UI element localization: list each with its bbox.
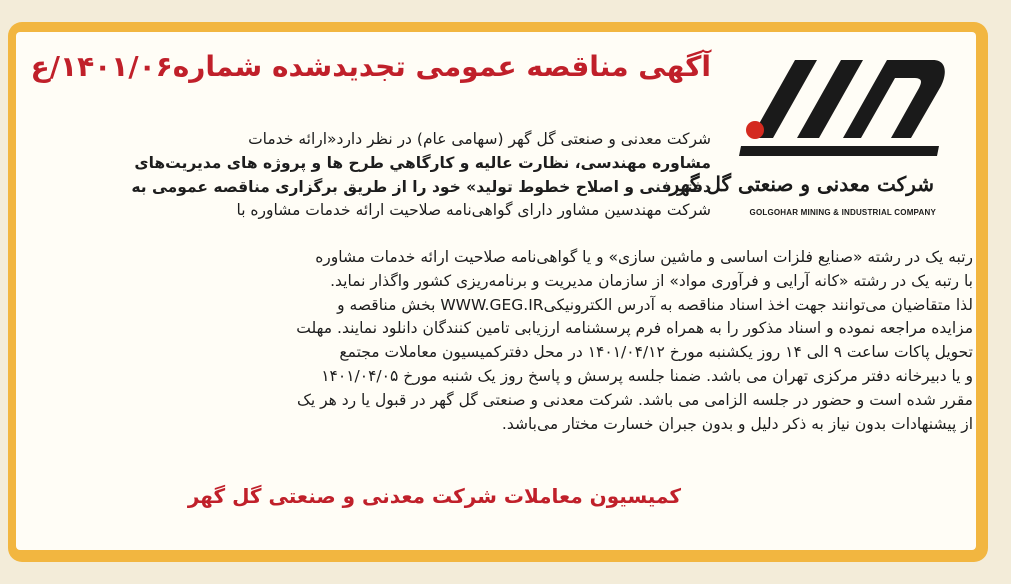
notice-details-paragraph — [57, 246, 973, 436]
logo-company-name-fa: شرکت معدنی و صنعتی گل گهر — [669, 172, 934, 196]
company-logo — [669, 60, 948, 225]
body-line: با رتبه یک در رشته «کانه آرایی و فرآوری مواد» از سازمان مدیریت و برنامه‌ریزی کشور واگذار نماید. — [330, 271, 973, 290]
body-line: شرکت معدنی و صنعتی گل گهر (سهامی عام) در نظر دارد«ارائه خدمات — [248, 130, 711, 148]
body-line: تحویل پاکات ساعت ۹ الی ۱۴ روز یکشنبه مورخ ۱۴۰۱/۰۴/۱۲ در محل دفترکمیسیون معاملات مجتمع — [339, 343, 973, 362]
body-line: لذا متقاضیان می‌توانند جهت اخذ اسناد مناقصه به آدرس الکترونیکیWWW.GEG.IR بخش مناقصه و — [337, 295, 973, 314]
body-line: شرکت مهندسین مشاور دارای گواهی‌نامه صلاحیت ارائه خدمات مشاوره با — [236, 201, 711, 220]
body-line: مقرر شده است و حضور در جلسه الزامی می باشد. شرکت معدنی و صنعتی گل گهر در قبول یا رد هر یک — [296, 390, 973, 409]
body-line: رتبه یک در رشته «صنایع فلزات اساسی و ماشین سازی» و یا گواهی‌نامه صلاحیت ارائه خدمات مشاوره — [315, 248, 973, 266]
body-line: از پیشنهادات بدون نیاز به ذکر دلیل و بدون جبران خسارت مختار می‌باشد. — [501, 414, 973, 433]
logo-company-name-en: GOLGOHAR MINING & INDUSTRIAL COMPANY — [749, 208, 936, 217]
body-line: و یا دبیرخانه دفتر مرکزی تهران می باشد. ضمنا جلسه پرسش و پاسخ روز یک شنبه مورخ ۱۴۰۱/۰۴/۰۵ — [321, 366, 973, 385]
body-line: مشاوره مهندسی، نظارت عالیه و کارگاهي طرح ها و پروژه های مدیریت‌های — [134, 153, 711, 172]
notice-intro-paragraph — [55, 128, 711, 223]
golgohar-logo-icon — [733, 60, 948, 170]
notice-title: آگهی مناقصه عمومی تجدیدشده شماره۱۴۰۱/۰۶/ع — [30, 50, 711, 83]
notice-signature: کمیسیون معاملات شرکت معدنی و صنعتی گل گهر — [187, 484, 681, 508]
body-line: دفتر فنی و اصلاح خطوط تولید» خود را از طریق برگزاری مناقصه عمومی به — [131, 177, 711, 196]
body-line: مزایده مراجعه نموده و اسناد مذکور را به همراه فرم پرسشنامه ارزیابی تامین کنندگان دانلود نمایند. مهلت — [296, 319, 973, 338]
